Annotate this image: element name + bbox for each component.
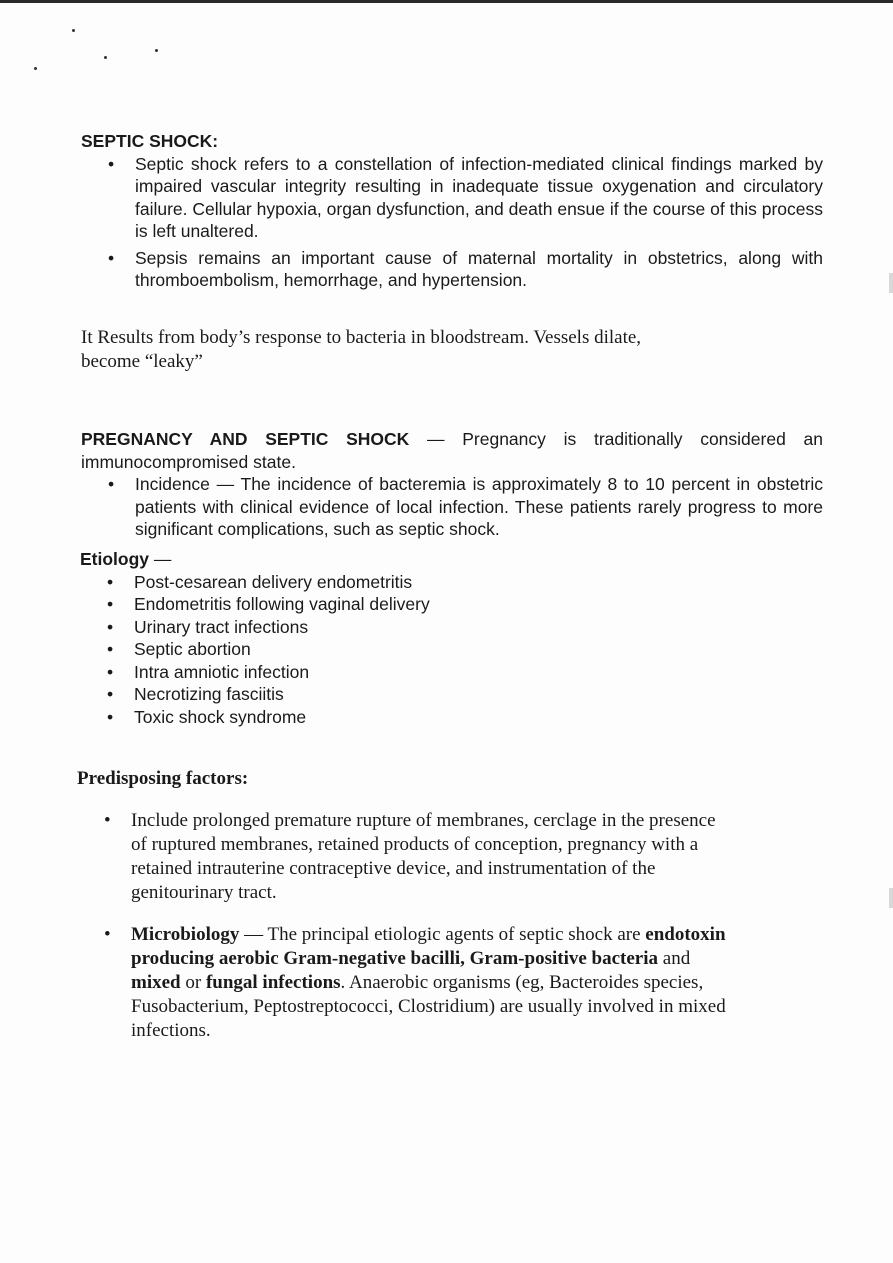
septic-shock-bullet: • Sepsis remains an important cause of maternal mortality in obstetrics, along with thromboembolism, hemorrhage, and hypertension. <box>81 247 823 292</box>
pregnancy-bullet: • Incidence — The incidence of bacteremia is approximately 8 to 10 percent in obstetric patients with clinical evidence of local infection. These patients rarely progress to more significant complications, such as septic shock. <box>81 473 823 541</box>
results-note-line: become “leaky” <box>81 351 203 372</box>
scan-speck <box>72 29 75 32</box>
results-note <box>81 326 823 374</box>
pregnancy-intro-text: — Pregnancy is traditionally considered an immunocompromised state. <box>81 429 823 472</box>
etiology-list <box>80 571 822 729</box>
septic-shock-bullet: • Septic shock refers to a constellation of infection-mediated clinical findings marked by impaired vascular integrity resulting in inadequate tissue oxygenation and circulatory failure. Cellular hypoxia, organ dysfunction, and death ensue if the course of this process is left unaltered. <box>81 153 823 243</box>
pregnancy-intro-paragraph <box>81 428 823 473</box>
scan-speck <box>104 56 107 59</box>
microbiology-fungal: fungal infections <box>205 972 341 993</box>
predisposing-section <box>77 767 727 1043</box>
septic-shock-section <box>81 130 823 292</box>
etiology-section <box>80 548 822 728</box>
etiology-heading: Etiology <box>80 549 150 569</box>
pregnancy-section <box>81 428 823 541</box>
etiology-item: • Post-cesarean delivery endometritis <box>80 571 822 594</box>
predisposing-bullet-list <box>77 809 727 1043</box>
scan-edge-mark <box>889 888 893 908</box>
etiology-item: • Endometritis following vaginal delivery <box>80 593 822 616</box>
septic-shock-bullet-list <box>81 153 823 292</box>
etiology-item: • Intra amniotic infection <box>80 661 822 684</box>
microbiology-text: — The principal etiologic agents of septic shock are <box>239 924 646 945</box>
scan-speck <box>155 49 158 52</box>
etiology-item: • Septic abortion <box>80 638 822 661</box>
pregnancy-heading: PREGNANCY AND SEPTIC SHOCK <box>81 429 410 449</box>
etiology-dash: — <box>149 549 172 569</box>
etiology-item: • Urinary tract infections <box>80 616 822 639</box>
microbiology-text: . Anaerobic organisms (eg, Bacteroides species, Fusobacterium, Peptostreptococci, Clostridium) are usually involved in mixed infections. <box>131 972 726 1041</box>
microbiology-text: and <box>658 948 691 969</box>
etiology-heading-line <box>80 548 822 571</box>
pregnancy-bullet-list <box>81 473 823 541</box>
etiology-item: • Toxic shock syndrome <box>80 706 822 729</box>
predisposing-bullet: • Include prolonged premature rupture of membranes, cerclage in the presence of ruptured membranes, retained products of conception, pregnancy with a retained intrauterine contraceptive device, and instrumentation of the genitourinary tract. <box>77 809 727 905</box>
scan-edge-mark <box>889 273 893 293</box>
microbiology-agents: endotoxin producing aerobic Gram-negative bacilli, Gram-positive bacteria <box>131 924 726 969</box>
etiology-item: • Necrotizing fasciitis <box>80 683 822 706</box>
scan-speck <box>34 67 37 70</box>
microbiology-label: Microbiology <box>131 924 240 945</box>
results-note-line: It Results from body’s response to bacteria in bloodstream. Vessels dilate, <box>81 327 642 348</box>
predisposing-heading: Predisposing factors: <box>77 768 249 789</box>
septic-shock-heading: SEPTIC SHOCK: <box>81 131 219 151</box>
microbiology-bullet <box>77 923 727 1043</box>
microbiology-mixed: mixed <box>131 972 181 993</box>
microbiology-text: or <box>180 972 206 993</box>
